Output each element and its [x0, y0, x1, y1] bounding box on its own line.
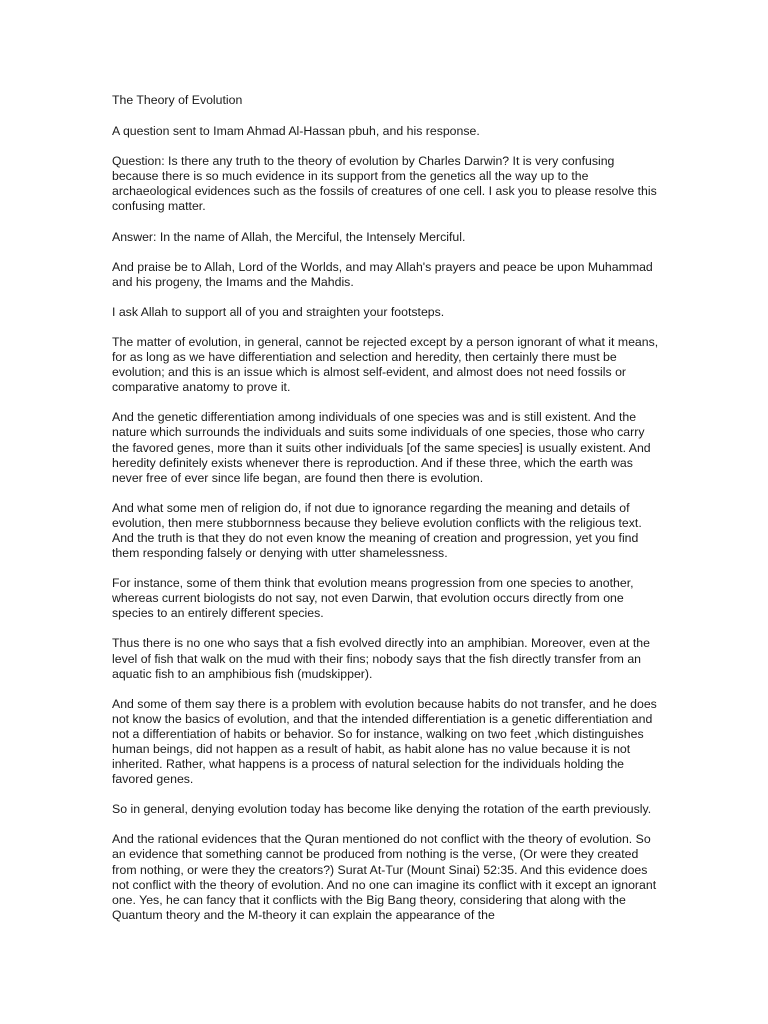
document-title: The Theory of Evolution [112, 93, 243, 107]
paragraph-progression-species: For instance, some of them think that evolution means progression from one species to another, whereas current biologists do not say, not even Darwin, that evolution occurs directly from one species to an entirely different species. [112, 576, 634, 621]
paragraph-question: Question: Is there any truth to the theory of evolution by Charles Darwin? It is very confusing because there is so much evidence in its support from the genetics all the way up to the archaeological evidences such as the fossils of creatures of one cell. I ask you to please resolve this confusing matter. [112, 154, 657, 214]
paragraph-quran-evidences: And the rational evidences that the Quran mentioned do not conflict with the theory of evolution. So an evidence that something cannot be produced from nothing is the verse, (Or were they created from nothing, or were they the creators?) Surat At-Tur (Mount Sinai) 52:35. And this evidence does not conflict with the theory of evolution. And no one can imagine its conflict with it except an ignorant one. Yes, he can fancy that it conflicts with the Big Bang theory, considering that along with the Quantum theory and the M-theory it can explain the appearance of the [112, 832, 657, 922]
paragraph-answer-opening: Answer: In the name of Allah, the Merciful, the Intensely Merciful. [112, 229, 466, 244]
paragraph-evolution-general: The matter of evolution, in general, cannot be rejected except by a person ignorant of what it means, for as long as we have differentiation and selection and heredity, then certainly there must be evolution; and this is an issue which is almost self-evident, and almost does not need fossils or comparative anatomy to prove it. [112, 334, 659, 395]
paragraph-habits: And some of them say there is a problem with evolution because habits do not transfer, and he does not know the basics of evolution, and that the intended differentiation is a genetic differentiation and not a differentiation of habits or behavior. So for instance, walking on two feet ,which distinguishes human beings, did not happen as a result of habit, as habit alone has no value because it is not inherited. Rather, what happens is a process of natural selection for the individuals holding the favored genes. [112, 696, 657, 787]
paragraph-praise: And praise be to Allah, Lord of the Worlds, and may Allah's prayers and peace be upon Muhammad and his progeny, the Imams and the Mahdis. [112, 259, 653, 289]
paragraph-men-of-religion: And what some men of religion do, if not due to ignorance regarding the meaning and details of evolution, then mere stubbornness because they believe evolution conflicts with the religious text. And the truth is that they do not even know the meaning of creation and progression, yet you find them responding falsely or denying with utter shamelessness. [112, 500, 642, 561]
document-body [112, 93, 660, 938]
paragraph-genetic-differentiation: And the genetic differentiation among individuals of one species was and is still existent. And the nature which surrounds the individuals and suits some individuals of one species, those who carry the favored genes, more than it suits other individuals [of the same species] is usually existent. And heredity definitely exists whenever there is reproduction. And if these three, which the earth was never free of ever since life began, are found then there is evolution. [112, 410, 651, 485]
paragraph-denying-evolution: So in general, denying evolution today has become like denying the rotation of the earth previously. [112, 802, 652, 817]
paragraph-fish-amphibian: Thus there is no one who says that a fish evolved directly into an amphibian. Moreover, even at the level of fish that walk on the mud with their fins; nobody says that the fish directly transfer from an aquatic fish to an amphibious fish (mudskipper). [112, 636, 650, 681]
paragraph-supplication: I ask Allah to support all of you and straighten your footsteps. [112, 304, 445, 319]
paragraph-intro: A question sent to Imam Ahmad Al-Hassan pbuh, and his response. [112, 124, 480, 139]
